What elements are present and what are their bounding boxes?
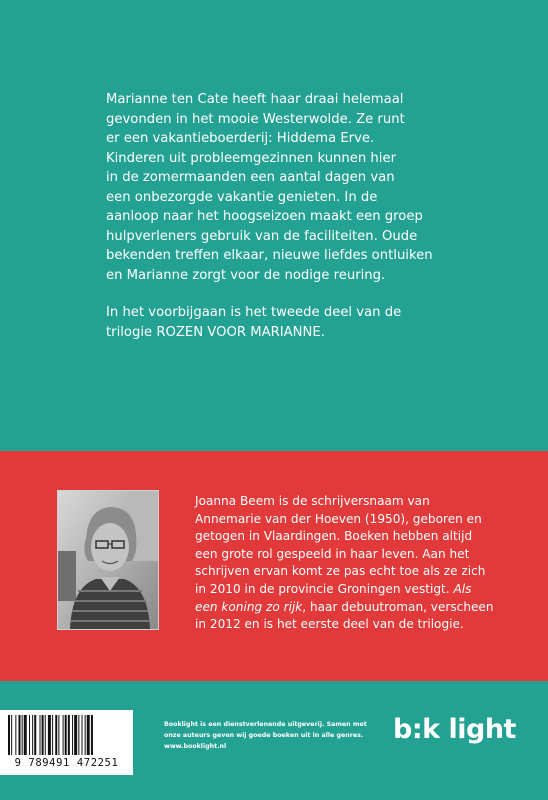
publisher-website: www.booklight.nl bbox=[164, 743, 227, 750]
debut-title-part: Als bbox=[453, 581, 472, 596]
blurb-line: trilogie ROZEN VOOR MARIANNE. bbox=[106, 324, 325, 340]
bio-line: Annemarie van der Hoeven (1950), geboren en bbox=[195, 511, 482, 526]
barcode-bar bbox=[82, 715, 83, 755]
barcode-bar bbox=[42, 715, 44, 755]
blurb-line: en Marianne zorgt voor de nodige reuring. bbox=[106, 267, 386, 283]
bio-line: schrijven ervan komt ze pas echt toe als ze zich bbox=[195, 564, 486, 579]
publisher-note-line: onze auteurs geven wij goede boeken uit in alle genres. bbox=[164, 732, 364, 739]
barcode-bar bbox=[19, 715, 21, 755]
barcode-bar bbox=[15, 715, 16, 755]
barcode-bar bbox=[40, 715, 41, 755]
bio-line: , haar debuutroman, verscheen bbox=[302, 599, 494, 614]
blurb-line: Marianne ten Cate heeft haar draai helemaal bbox=[106, 92, 404, 107]
barcode-bar bbox=[34, 715, 36, 755]
author-photo bbox=[57, 490, 159, 630]
barcode-bar bbox=[22, 715, 23, 755]
blurb-paragraph-1 bbox=[106, 90, 466, 285]
author-portrait-image bbox=[58, 491, 158, 629]
blurb-line: in de zomermaanden een aantal dagen van bbox=[106, 170, 395, 185]
blurb-line: aanloop naar het hoogseizoen maakt een groep bbox=[106, 209, 423, 224]
bio-line: getogen in Vlaardingen. Boeken hebben altijd bbox=[195, 529, 473, 544]
barcode-bar bbox=[24, 715, 27, 755]
barcode-bar bbox=[85, 715, 86, 755]
barcode-bars bbox=[0, 710, 133, 758]
barcode-bar bbox=[48, 715, 51, 755]
blurb-line: In het voorbijgaan is het tweede deel van de bbox=[106, 305, 402, 320]
barcode-bar bbox=[72, 715, 73, 755]
bio-line: in 2010 in de provincie Groningen vestigt. bbox=[195, 581, 450, 596]
barcode-bar bbox=[74, 715, 77, 755]
publisher-note bbox=[164, 719, 379, 752]
barcode-bar bbox=[11, 715, 12, 755]
author-bio bbox=[195, 493, 495, 634]
bio-line: in 2012 en is het eerste deel van de trilogie. bbox=[195, 617, 464, 632]
blurb-line: Kinderen uit probleemgezinnen kunnen hier bbox=[106, 150, 396, 166]
barcode-bar bbox=[55, 715, 57, 755]
publisher-note-line: Booklight is een dienstverlenende uitgeverij. Samen met bbox=[164, 721, 367, 728]
blurb-line: gevonden in het mooie Westerwolde. Ze runt bbox=[106, 111, 405, 127]
back-cover-blurb bbox=[106, 90, 466, 360]
barcode-bar bbox=[78, 715, 79, 755]
blurb-paragraph-2 bbox=[106, 303, 466, 342]
barcode-bar bbox=[29, 715, 30, 755]
barcode-bar bbox=[65, 715, 67, 755]
bio-line: Joanna Beem is de schrijversnaam van bbox=[195, 494, 430, 508]
booklight-logo: b:k light bbox=[393, 714, 516, 745]
barcode-bar bbox=[58, 715, 59, 755]
barcode-bar bbox=[91, 715, 93, 755]
barcode-bar bbox=[63, 715, 64, 755]
barcode-bar bbox=[32, 715, 33, 755]
blurb-line: bekenden treffen elkaar, nieuwe liefdes ontluiken bbox=[106, 248, 433, 263]
isbn-barcode bbox=[0, 710, 133, 775]
barcode-bar bbox=[87, 715, 90, 755]
debut-title-part: een koning zo rijk bbox=[195, 599, 303, 614]
bio-line: een grote rol gespeeld in haar leven. Aan het bbox=[195, 546, 470, 561]
barcode-bar bbox=[45, 715, 46, 755]
barcode-bar bbox=[52, 715, 53, 755]
isbn-digits: 9 789491 472251 bbox=[14, 757, 119, 769]
barcode-bar bbox=[8, 715, 10, 755]
blurb-line: er een vakantieboerderij: Hiddema Erve. bbox=[106, 131, 375, 146]
blurb-line: een onbezorgde vakantie genieten. In de bbox=[106, 189, 378, 205]
barcode-bar bbox=[68, 715, 70, 755]
blurb-line: hulpverleners gebruik van de faciliteiten. Oude bbox=[106, 228, 418, 244]
